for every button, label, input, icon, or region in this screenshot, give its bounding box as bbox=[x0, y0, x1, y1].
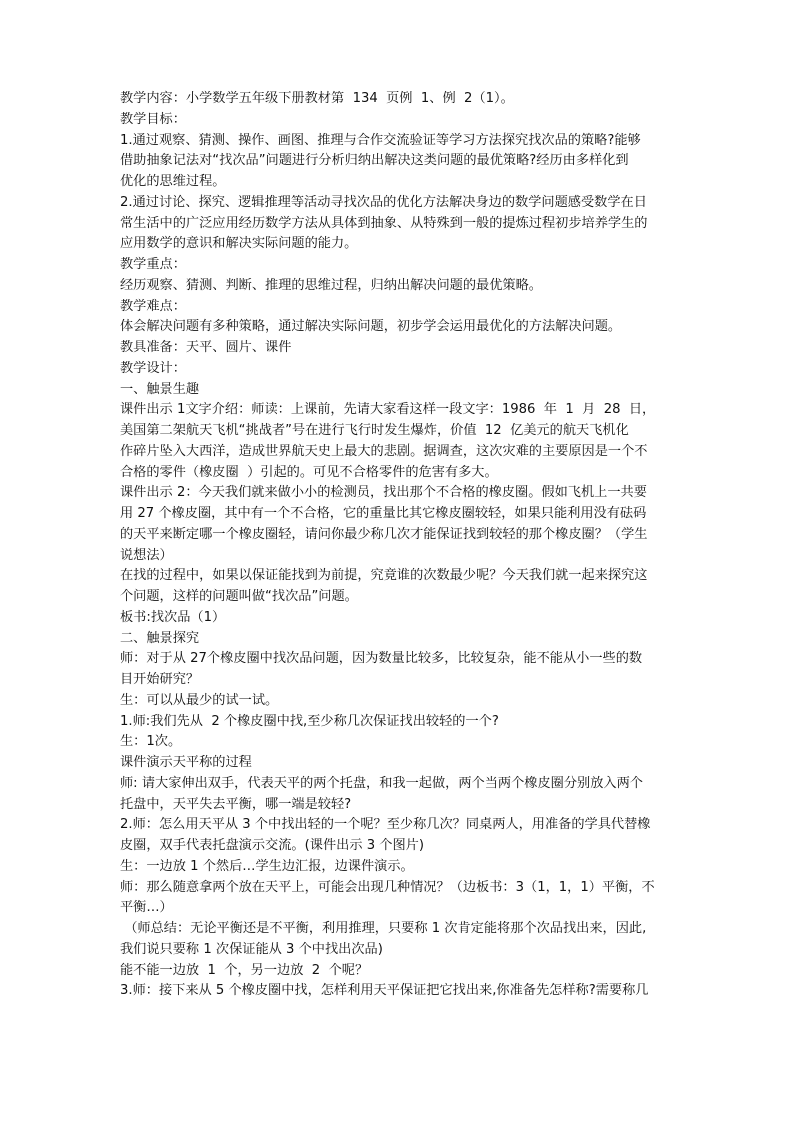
text-line: 经历观察、猜测、判断、推理的思维过程，归纳出解决问题的最优策略。 bbox=[120, 277, 542, 293]
text-line: 应用数学的意识和解决实际问题的能力。 bbox=[120, 236, 358, 252]
text-line: 体会解决问题有多种策略，通过解决实际问题，初步学会运用最优化的方法解决问题。 bbox=[120, 319, 622, 335]
text-line: 教学重点： bbox=[120, 257, 186, 272]
text-line: 课件出示 1文字介绍：师读：上课前，先请大家看这样一段文字：1986 年 1 月 28 日， bbox=[120, 402, 656, 418]
text-line: 课件出示 2：今天我们就来做小小的检测员，找出那个不合格的橡皮圈。假如飞机上一共要 bbox=[120, 485, 647, 501]
text-line: 教学目标： bbox=[120, 111, 186, 127]
text-line: 课件演示天平称的过程 bbox=[120, 755, 252, 770]
text-line: 托盘中，天平失去平衡，哪一端是较轻? bbox=[120, 796, 352, 812]
text-line: 教学难点： bbox=[120, 298, 186, 314]
text-line: 教学内容：小学数学五年级下册教材第 134 页例 1、例 2（1）。 bbox=[120, 91, 514, 106]
text-line: 个问题，这样的问题叫做“找次品”问题。 bbox=[120, 589, 358, 604]
text-line: 皮圈，双手代表托盘演示交流。(课件出示 3 个图片) bbox=[120, 838, 424, 853]
text-line: 2.通过讨论、探究、逻辑推理等活动寻找次品的优化方法解决身边的数学问题感受数学在日 bbox=[120, 194, 647, 210]
text-line: 用 27 个橡皮圈，其中有一个不合格，它的重量比其它橡皮圈较轻，如果只能利用没有砝码 bbox=[120, 506, 647, 521]
text-line: 板书:找次品（1） bbox=[120, 609, 226, 625]
text-line: 的天平来断定哪一个橡皮圈轻，请问你最少称几次才能保证找到较轻的那个橡皮圈？（学生 bbox=[120, 526, 648, 542]
text-line: 优化的思维过程。 bbox=[120, 174, 226, 189]
text-line: 3.师：接下来从 5 个橡皮圈中找，怎样利用天平保证把它找出来,你准备先怎样称?需要称几 bbox=[120, 983, 649, 999]
text-line: 一、触景生趣 bbox=[120, 381, 200, 397]
text-line: 1.师:我们先从 2 个橡皮圈中找,至少称几次保证找出较轻的一个? bbox=[120, 713, 499, 729]
text-line: 目开始研究？ bbox=[120, 672, 200, 687]
text-line: 作碎片坠入大西洋，造成世界航天史上最大的悲剧。据调查，这次灾难的主要原因是一个不 bbox=[120, 443, 648, 459]
text-line: 能不能一边放 1 个，另一边放 2 个呢？ bbox=[120, 962, 369, 978]
text-line: 借助抽象记法对“找次品”问题进行分析归纳出解决这类问题的最优策略?经历由多样化到 bbox=[120, 153, 629, 169]
text-line: 师: 请大家伸出双手，代表天平的两个托盘，和我一起做，两个当两个橡皮圈分别放入两个 bbox=[120, 775, 643, 791]
text-line: 1.通过观察、猜测、操作、画图、推理与合作交流验证等学习方法探究找次品的策略?能够 bbox=[120, 132, 641, 148]
text-line: 师：对于从 27个橡皮圈中找次品问题，因为数量比较多，比较复杂，能不能从小一些的数 bbox=[120, 651, 643, 667]
document-body bbox=[120, 89, 690, 1002]
text-line: 教具准备：天平、圆片、课件 bbox=[120, 340, 292, 355]
text-line: 在找的过程中，如果以保证能找到为前提，究竟谁的次数最少呢？今天我们就一起来探究这 bbox=[120, 568, 648, 584]
text-line: 生：一边放 1 个然后…学生边汇报，边课件演示。 bbox=[120, 858, 414, 874]
text-line: 合格的零件（橡皮圈 ）引起的。可见不合格零件的危害有多大。 bbox=[120, 464, 498, 480]
text-line: 生：1次。 bbox=[120, 734, 182, 750]
text-line: 我们说只要称 1 次保证能从 3 个中找出次品) bbox=[120, 941, 383, 957]
text-line: 说想法） bbox=[120, 547, 173, 563]
text-line: 师：那么随意拿两个放在天平上，可能会出现几种情况？（边板书：3（1，1，1）平衡，不 bbox=[120, 879, 655, 895]
text-line: 2.师：怎么用天平从 3 个中找出轻的一个呢？至少称几次？同桌两人，用准备的学具代替橡 bbox=[120, 817, 651, 833]
text-line: 美国第二架航天飞机“挑战者”号在进行飞行时发生爆炸，价值 12 亿美元的航天飞机化 bbox=[120, 423, 629, 438]
text-line: 平衡…） bbox=[120, 900, 173, 916]
text-line: 生：可以从最少的试一试。 bbox=[120, 692, 279, 708]
text-line: 教学设计： bbox=[120, 360, 186, 376]
text-line: （师总结：无论平衡还是不平衡，利用推理，只要称 1 次肯定能将那个次品找出来，因此, bbox=[120, 921, 647, 936]
text-line: 二、触景探究 bbox=[120, 630, 200, 646]
text-line: 常生活中的广泛应用经历数学方法从具体到抽象、从特殊到一般的提炼过程初步培养学生的 bbox=[120, 215, 648, 231]
